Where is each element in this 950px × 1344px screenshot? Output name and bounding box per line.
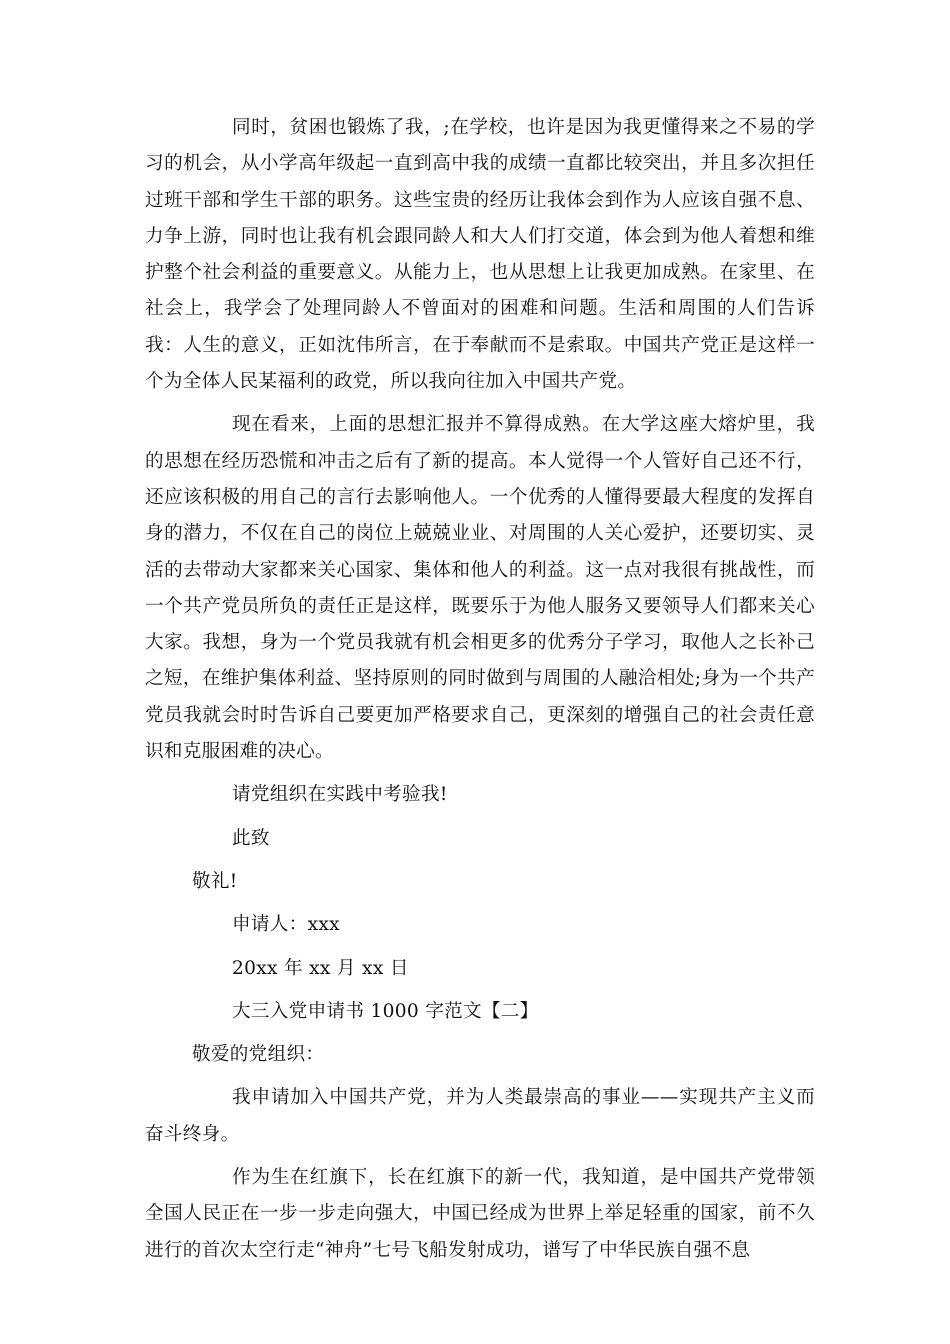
document-body <box>145 110 815 1276</box>
section-title: 大三入党申请书 1000 字范文【二】 <box>232 1000 539 1022</box>
salute-line: 敬礼! <box>192 870 238 892</box>
body-paragraph: 我申请加入中国共产党，并为人类最崇高的事业——实现共产主义而奋斗终身。 <box>145 1087 815 1145</box>
applicant-line: 申请人：xxx <box>232 914 340 936</box>
body-paragraph: 作为生在红旗下，长在红旗下的新一代，我知道，是中国共产党带领全国人民正在一步一步走向强大，中国已经成为世界上举足轻重的国家，前不久进行的首次太空行走“神舟”七号飞船发射成功，谱写了中华民族自强不息 <box>145 1167 815 1261</box>
date-line: 20xx 年 xx 月 xx 日 <box>232 957 409 979</box>
body-paragraph: 同时，贫困也锻炼了我，;在学校，也许是因为我更懂得来之不易的学习的机会，从小学高年级起一直到高中我的成绩一直都比较突出，并且多次担任过班干部和学生干部的职务。这些宝贵的经历让我体会到作为人应该自强不息、力争上游，同时也让我有机会跟同龄人和大人们打交道，体会到为他人着想和维护整个社会利益的重要意义。从能力上，也从思想上让我更加成熟。在家里、在社会上，我学会了处理同龄人不曾面对的困难和问题。生活和周围的人们告诉我：人生的意义，正如沈伟所言，在于奉献而不是索取。中国共产党正是这样一个为全体人民某福利的政党，所以我向往加入中国共产党。 <box>145 117 815 393</box>
request-line: 请党组织在实践中考验我! <box>232 784 448 806</box>
salutation-line: 敬爱的党组织： <box>192 1044 325 1066</box>
closing-line: 此致 <box>232 827 270 849</box>
body-paragraph: 现在看来，上面的思想汇报并不算得成熟。在大学这座大熔炉里，我的思想在经历恐慌和冲击之后有了新的提高。本人觉得一个人管好自己还不行，还应该积极的用自己的言行去影响他人。一个优秀的人懂得要最大程度的发挥自身的潜力，不仅在自己的岗位上兢兢业业、对周围的人关心爱护，还要切实、灵活的去带动大家都来关心国家、集体和他人的利益。这一点对我很有挑战性，而一个共产党员所负的责任正是这样，既要乐于为他人服务又要领导人们都来关心大家。我想，身为一个党员我就有机会相更多的优秀分子学习，取他人之长补己之短，在维护集体利益、坚持原则的同时做到与周围的人融洽相处;身为一个共产党员我就会时时告诉自己要更加严格要求自己，更深刻的增强自己的社会责任意识和克服困难的决心。 <box>145 414 815 763</box>
